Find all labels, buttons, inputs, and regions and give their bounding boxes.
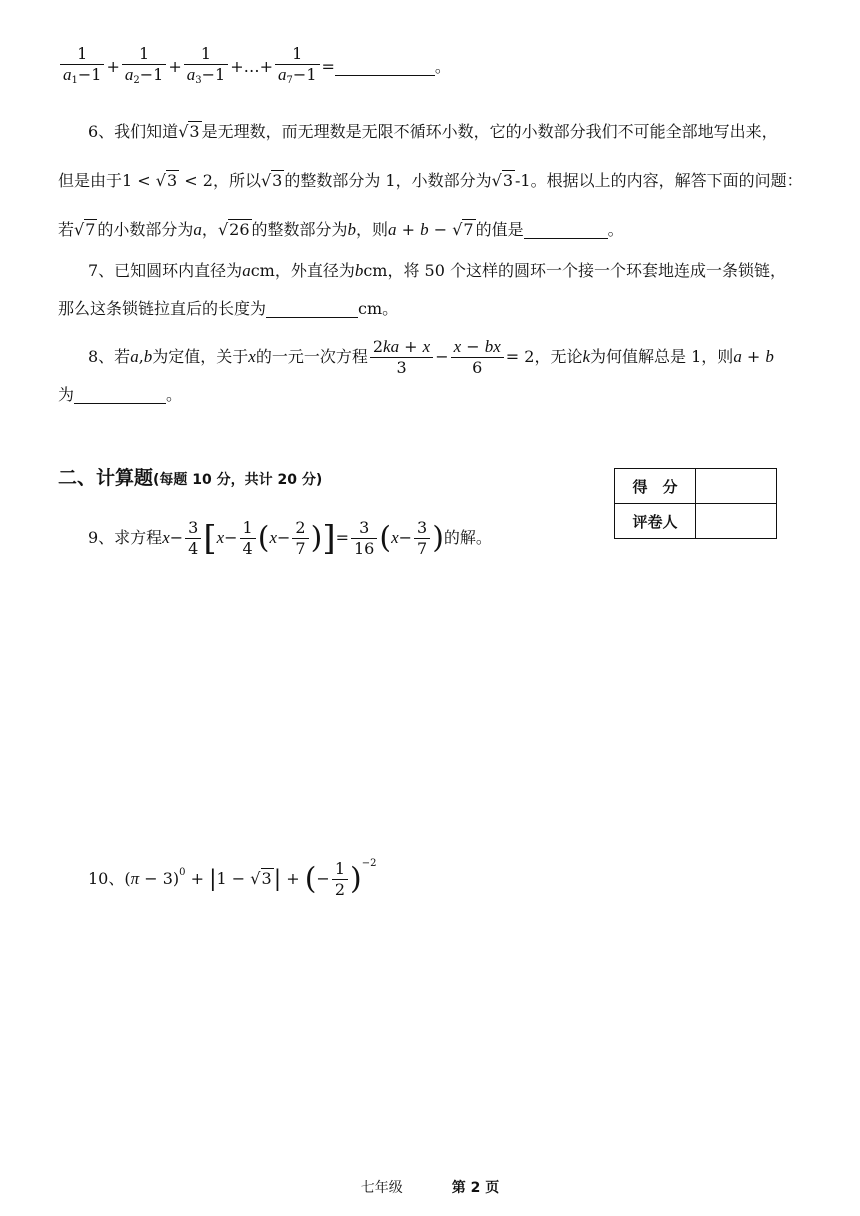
page-number: 第 2 页 — [451, 1180, 500, 1196]
fraction: $\frac{1}{4}$ — [240, 518, 256, 559]
grade-label: 七年级 — [360, 1180, 403, 1196]
q7-line-2: 那么这条锁链拉直后的长度为 cm。 — [58, 299, 399, 318]
q5-expression: $\frac{1}{a_1-1}$ + $\frac{1}{a_2-1}$ + $\frac{1}{a_3-1}$ +…+ $\frac{1}{a_7-1}$ = 。 — [58, 44, 820, 91]
fraction: $\frac{1}{a_2-1}$ — [122, 44, 166, 91]
fraction: $\frac{3}{16}$ — [351, 518, 377, 559]
score-label: 得 分 — [615, 469, 696, 504]
q6-line-3: 若√7 的小数部分为a，√26 的整数部分为b，则a + b − √7 的值是 。 — [58, 220, 624, 239]
score-cell[interactable] — [696, 469, 777, 504]
section-heading: 二、计算题(每题 10 分，共计 20 分) — [58, 467, 323, 489]
q10-line: 10、$(\pi - 3)^0 + |1 - √3|$ + (− $\frac{1}{2}$ )$^{-2}$ — [88, 858, 377, 899]
q8-line-2: 为 。 — [58, 385, 183, 404]
answer-blank[interactable] — [74, 385, 166, 404]
answer-blank[interactable] — [266, 299, 358, 318]
fraction: $\frac{2ka + x}{3}$ — [370, 337, 433, 378]
fraction: $\frac{x - bx}{6}$ — [451, 337, 504, 378]
q6-line-2: 但是由于1 < √3 < 2，所以√3 的整数部分为 1，小数部分为√3 -1。根据以上的内容，解答下面的问题： — [58, 171, 803, 190]
q7-line-1: 7、已知圆环内直径为acm，外直径为bcm，将 50 个这样的圆环一个接一个环套地连成一条锁链， — [88, 261, 786, 280]
q6-line-1: 6、我们知道√3 是无理数，而无理数是无限不循环小数，它的小数部分我们不可能全部地写出来， — [88, 122, 778, 141]
answer-blank[interactable] — [335, 57, 435, 76]
fraction: $\frac{1}{a_7-1}$ — [275, 44, 319, 91]
fraction: $\frac{3}{4}$ — [185, 518, 201, 559]
fraction: $\frac{2}{7}$ — [292, 518, 308, 559]
fraction: $\frac{1}{a_3-1}$ — [184, 44, 228, 91]
q9-line: 9、求方程x− $\frac{3}{4}$ [x− $\frac{1}{4}$ (x− $\frac{2}{7}$ )]= $\frac{3}{16}$ (x− $\frac{3}{7}$ )的解。 — [88, 518, 492, 559]
fraction: $\frac{1}{a_1-1}$ — [60, 44, 104, 91]
fraction: $\frac{3}{7}$ — [414, 518, 430, 559]
q8-line-1: 8、若a,b为定值，关于x的一元一次方程 $\frac{2ka + x}{3}$ − $\frac{x - bx}{6}$ = 2，无论k为何值解总是 1，则a + b — [88, 337, 774, 377]
fraction: $\frac{1}{2}$ — [332, 859, 348, 900]
page-footer — [0, 1177, 860, 1197]
answer-blank[interactable] — [524, 220, 608, 239]
grader-label: 评卷人 — [615, 504, 696, 539]
